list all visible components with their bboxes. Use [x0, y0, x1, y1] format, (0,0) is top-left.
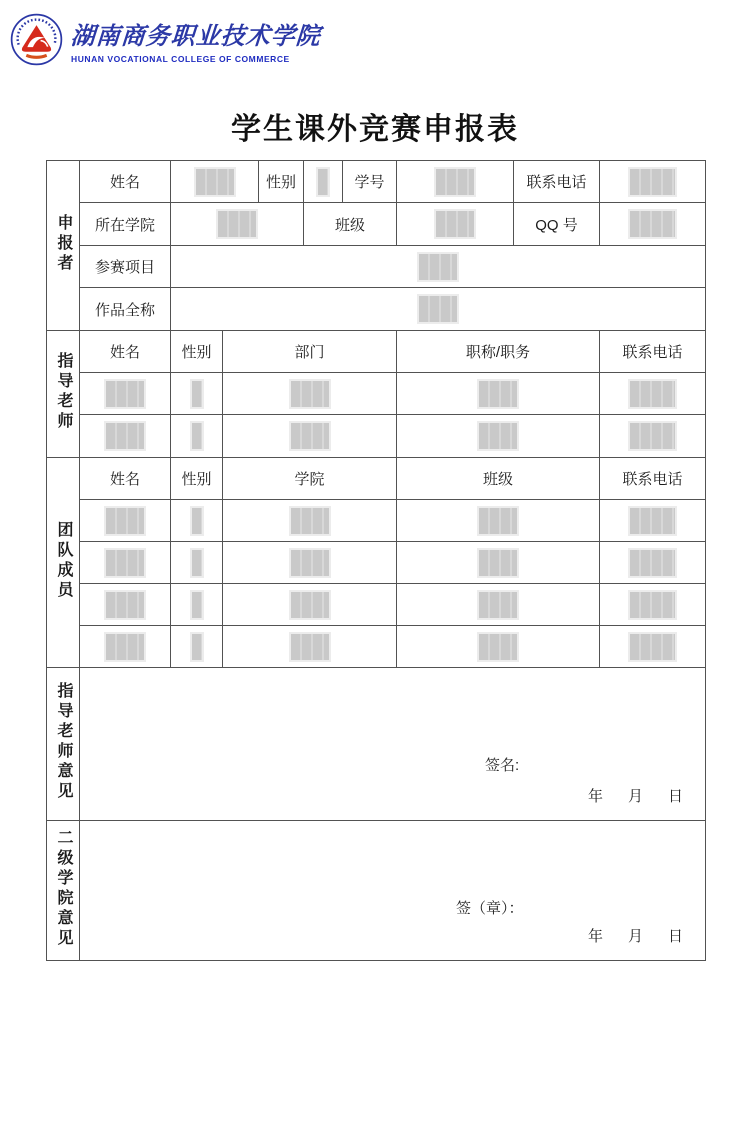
- college-opinion-area: [80, 821, 706, 961]
- advisors-col-phone: 联系电话: [600, 331, 706, 373]
- team-member-row: [47, 626, 706, 668]
- applicant-section-text: 申报者: [55, 213, 72, 274]
- redacted-value: [630, 508, 675, 534]
- section-label-advisor-opinion: [47, 668, 80, 821]
- member-class-value: [397, 542, 600, 584]
- advisor-gender-value: [171, 415, 223, 458]
- applicant-class-label: 班级: [304, 203, 397, 246]
- advisors-col-department: 部门: [223, 331, 397, 373]
- team-header-row: [47, 458, 706, 500]
- redacted-value: [630, 381, 675, 407]
- redacted-value: [291, 592, 329, 618]
- redacted-value: [192, 423, 202, 449]
- team-col-class: 班级: [397, 458, 600, 500]
- application-form-table: [46, 160, 706, 961]
- team-col-phone: 联系电话: [600, 458, 706, 500]
- redacted-value: [479, 381, 517, 407]
- member-college-value: [223, 542, 397, 584]
- college-name-english: HUNAN VOCATIONAL COLLEGE OF COMMERCE: [71, 53, 290, 64]
- redacted-value: [419, 254, 457, 280]
- member-gender-value: [171, 542, 223, 584]
- work-title-value: [171, 288, 706, 331]
- member-class-value: [397, 626, 600, 668]
- redacted-value: [436, 169, 474, 195]
- member-class-value: [397, 584, 600, 626]
- redacted-value: [106, 550, 144, 576]
- redacted-value: [106, 592, 144, 618]
- applicant-phone-label: 联系电话: [514, 161, 600, 203]
- advisor-opinion-area: [80, 668, 706, 821]
- section-label-team: [47, 458, 80, 668]
- redacted-value: [318, 169, 328, 195]
- page-header: [10, 13, 321, 66]
- college-logo-icon: [10, 13, 63, 66]
- redacted-value: [479, 634, 517, 660]
- advisor-row: [47, 373, 706, 415]
- redacted-value: [630, 550, 675, 576]
- section-label-advisors: [47, 331, 80, 458]
- project-value: [171, 246, 706, 288]
- team-col-college: 学院: [223, 458, 397, 500]
- applicant-name-label: 姓名: [80, 161, 171, 203]
- advisor-phone-value: [600, 373, 706, 415]
- applicant-college-label: 所在学院: [80, 203, 171, 246]
- applicant-gender-value: [304, 161, 343, 203]
- advisors-section-text: 指导老师: [55, 352, 72, 432]
- advisor-department-value: [223, 415, 397, 458]
- redacted-value: [106, 423, 144, 449]
- advisor-phone-value: [600, 415, 706, 458]
- redacted-value: [106, 508, 144, 534]
- college-opinion-section-text: 二级学院意见: [55, 828, 72, 949]
- section-label-college-opinion: [47, 821, 80, 961]
- redacted-value: [630, 592, 675, 618]
- member-phone-value: [600, 542, 706, 584]
- redacted-value: [192, 550, 202, 576]
- advisor-gender-value: [171, 373, 223, 415]
- member-phone-value: [600, 584, 706, 626]
- section-label-applicant: [47, 161, 80, 331]
- college-brand: [71, 16, 321, 64]
- college-opinion-date-label: 年 月 日: [587, 928, 683, 945]
- applicant-college-value: [171, 203, 304, 246]
- member-name-value: [80, 500, 171, 542]
- advisor-opinion-date-label: 年 月 日: [587, 788, 683, 805]
- redacted-value: [419, 296, 457, 322]
- page-title: 学生课外竞赛申报表: [231, 113, 519, 146]
- member-college-value: [223, 626, 397, 668]
- team-member-row: [47, 542, 706, 584]
- redacted-value: [106, 634, 144, 660]
- member-gender-value: [171, 500, 223, 542]
- team-col-gender: 性别: [171, 458, 223, 500]
- advisors-col-name: 姓名: [80, 331, 171, 373]
- redacted-value: [630, 634, 675, 660]
- team-member-row: [47, 584, 706, 626]
- college-signature-label: 签（章）：: [456, 900, 524, 917]
- redacted-value: [630, 169, 675, 195]
- applicant-row-2: [47, 203, 706, 246]
- advisors-header-row: [47, 331, 706, 373]
- member-college-value: [223, 584, 397, 626]
- college-opinion-row: [47, 821, 706, 961]
- advisors-col-gender: 性别: [171, 331, 223, 373]
- applicant-row-4: [47, 288, 706, 331]
- redacted-value: [291, 508, 329, 534]
- advisor-title-value: [397, 415, 600, 458]
- applicant-qq-value: [600, 203, 706, 246]
- advisor-title-value: [397, 373, 600, 415]
- redacted-value: [479, 550, 517, 576]
- advisor-opinion-row: [47, 668, 706, 821]
- applicant-student-id-value: [397, 161, 514, 203]
- redacted-value: [291, 550, 329, 576]
- member-phone-value: [600, 500, 706, 542]
- redacted-value: [479, 423, 517, 449]
- redacted-value: [630, 211, 675, 237]
- redacted-value: [291, 634, 329, 660]
- redacted-value: [291, 381, 329, 407]
- applicant-class-value: [397, 203, 514, 246]
- redacted-value: [630, 423, 675, 449]
- team-section-text: 团队成员: [55, 520, 72, 601]
- advisors-col-title: 职称/职务: [397, 331, 600, 373]
- member-name-value: [80, 626, 171, 668]
- member-gender-value: [171, 584, 223, 626]
- applicant-row-3: [47, 246, 706, 288]
- college-name-chinese: 湖南商务职业技术学院: [69, 23, 322, 50]
- redacted-value: [436, 211, 474, 237]
- redacted-value: [192, 508, 202, 534]
- applicant-row-1: [47, 161, 706, 203]
- redacted-value: [106, 381, 144, 407]
- advisor-department-value: [223, 373, 397, 415]
- applicant-student-id-label: 学号: [343, 161, 397, 203]
- work-title-label: 作品全称: [80, 288, 171, 331]
- redacted-value: [192, 634, 202, 660]
- advisor-name-value: [80, 373, 171, 415]
- member-college-value: [223, 500, 397, 542]
- redacted-value: [479, 508, 517, 534]
- member-class-value: [397, 500, 600, 542]
- applicant-phone-value: [600, 161, 706, 203]
- advisor-row: [47, 415, 706, 458]
- redacted-value: [479, 592, 517, 618]
- redacted-value: [192, 592, 202, 618]
- redacted-value: [218, 211, 256, 237]
- project-label: 参赛项目: [80, 246, 171, 288]
- redacted-value: [192, 381, 202, 407]
- member-name-value: [80, 584, 171, 626]
- applicant-gender-label: 性别: [259, 161, 304, 203]
- member-name-value: [80, 542, 171, 584]
- advisor-opinion-section-text: 指导老师意见: [55, 682, 72, 802]
- applicant-qq-label: QQ 号: [514, 203, 600, 246]
- team-col-name: 姓名: [80, 458, 171, 500]
- advisor-signature-label: 签名:: [485, 757, 520, 774]
- advisor-name-value: [80, 415, 171, 458]
- redacted-value: [291, 423, 329, 449]
- team-member-row: [47, 500, 706, 542]
- member-phone-value: [600, 626, 706, 668]
- member-gender-value: [171, 626, 223, 668]
- applicant-name-value: [171, 161, 259, 203]
- redacted-value: [196, 169, 234, 195]
